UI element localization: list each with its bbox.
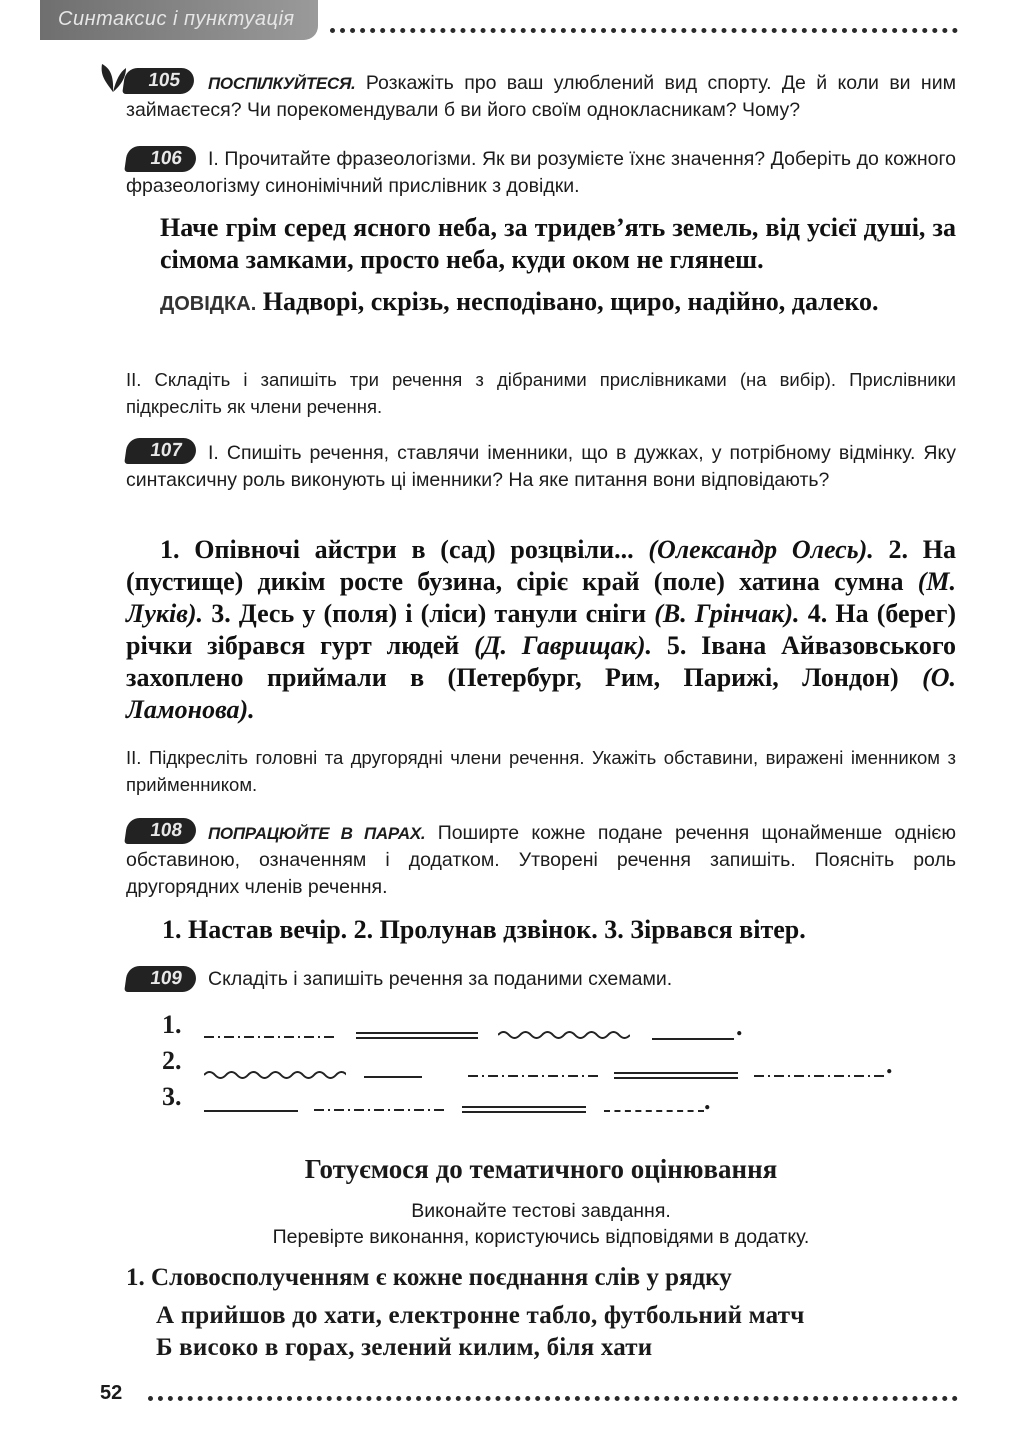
task-text: ІІ. Складіть і запишіть три речення з дібраними прислівниками (на вибір). Прислівники підкресліть як члени речення. xyxy=(126,369,956,417)
scheme-line-double xyxy=(462,1106,586,1113)
task-105 xyxy=(126,70,956,124)
task-keyword: ПОПРАЦЮЙТЕ В ПАРАХ. xyxy=(208,824,426,843)
task-number: 107 xyxy=(148,440,184,461)
sentence: 1. Настав вечір. 2. Пролунав дзвінок. 3. Зірвався вітер. xyxy=(162,915,806,944)
scheme-end-mark: . xyxy=(704,1086,711,1115)
footer-dotted-rule xyxy=(148,1396,958,1401)
dovidka-block xyxy=(160,286,956,320)
task-107-part1 xyxy=(126,440,956,494)
scheme-line-solid xyxy=(652,1038,734,1040)
scheme-number: 1. xyxy=(162,1010,182,1039)
page-number: 52 xyxy=(100,1382,123,1404)
phraseologisms-text xyxy=(160,212,956,276)
sentences-108 xyxy=(162,914,956,946)
scheme-line-dashdot xyxy=(754,1075,884,1077)
scheme-line-double xyxy=(614,1072,738,1079)
scheme-number: 3. xyxy=(162,1082,182,1111)
test-instruction-2: Перевірте виконання, користуючись відповідями в додатку. xyxy=(272,1226,810,1248)
author: (Д. Гаврищак). xyxy=(474,631,652,660)
dovidka-text: Надворі, скрізь, несподівано, щиро, надійно, далеко. xyxy=(262,287,879,316)
scheme-line-dashdot xyxy=(314,1109,446,1111)
sentence: 2. На (пустище) дикім росте бузина, сіріє край (поле) хатина сумна xyxy=(126,535,956,596)
task-text: І. Спишіть речення, ставлячи іменники, що в дужках, у потрібному відмінку. Яку синтаксичну роль виконують ці іменники? На яке питання вони відповідають? xyxy=(126,442,956,491)
task-number: 105 xyxy=(146,70,182,91)
test-section-title: Готуємося до тематичного оцінювання xyxy=(304,1154,778,1184)
sentence: 3. Десь у (поля) і (ліси) танули сніги xyxy=(211,599,647,628)
task-text: І. Прочитайте фразеологізми. Як ви розумієте їхнє значення? Доберіть до кожного фразеологізму синонімічний прислівник з довідки. xyxy=(126,148,956,197)
task-108 xyxy=(126,820,956,901)
task-text: ІІ. Підкресліть головні та другорядні члени речення. Укажіть обставини, виражені іменником з прийменником. xyxy=(126,747,956,795)
section-title: Синтаксис і пунктуація xyxy=(58,8,295,30)
test-option-a: А прийшов до хати, електронне табло, футбольний матч xyxy=(156,1302,805,1329)
author: (О. Ламонова). xyxy=(126,663,957,724)
task-number: 106 xyxy=(148,148,184,169)
author: (В. Грінчак). xyxy=(654,599,800,628)
task-106-part1 xyxy=(126,146,956,200)
task-107-part2 xyxy=(126,744,956,798)
sentences-107 xyxy=(126,534,956,726)
task-106-part2 xyxy=(126,366,956,420)
task-text: Складіть і запишіть речення за поданими схемами. xyxy=(208,968,673,990)
test-option-b: Б високо в горах, зелений килим, біля хати xyxy=(156,1334,653,1361)
task-number: 108 xyxy=(148,820,184,841)
scheme-line-double xyxy=(356,1032,478,1039)
author: (М. Луків). xyxy=(126,567,957,628)
phrases: Наче грім серед ясного неба, за тридев’ять земель, від усієї душі, за сімома замками, просто неба, куди оком не глянеш. xyxy=(160,213,956,274)
sentence: 1. Опівночі айстри в (сад) розцвіли... xyxy=(160,535,634,564)
author: (Олександр Олесь). xyxy=(648,535,874,564)
scheme-number: 2. xyxy=(162,1046,182,1075)
sentence: 4. На (берег) річки зібрався гурт людей xyxy=(126,599,957,660)
task-text: Поширте кожне подане речення щонайменше однією обставиною, означенням і додатком. Утворені речення запишіть. Поясніть роль другорядних членів речення. xyxy=(126,822,957,898)
scheme-line-dashed xyxy=(604,1110,704,1112)
section-header-tab xyxy=(40,0,318,40)
scheme-line-dashdot xyxy=(204,1036,334,1038)
task-number: 109 xyxy=(148,968,184,989)
test-question-1: 1. Словосполученням є кожне поєднання слів у рядку xyxy=(126,1264,732,1291)
dovidka-label: ДОВІДКА. xyxy=(160,293,257,315)
scheme-line-wavy xyxy=(498,1028,630,1040)
task-keyword: ПОСПІЛКУЙТЕСЯ. xyxy=(208,74,356,93)
scheme-line-solid xyxy=(204,1110,298,1112)
header-dotted-rule xyxy=(330,28,958,33)
scheme-line-solid xyxy=(364,1076,422,1078)
scheme-line-wavy xyxy=(204,1068,346,1080)
scheme-end-mark: . xyxy=(736,1012,743,1041)
sentence: 5. Івана Айвазовського захоплено приймали в (Петербург, Рим, Парижі, Лондон) xyxy=(126,631,957,692)
scheme-line-dashdot xyxy=(468,1075,598,1077)
task-109 xyxy=(126,966,956,993)
task-text: Розкажіть про ваш улюблений вид спорту. Де й коли ви ним займаєтеся? Чи порекомендували б ви його своїм однокласникам? Чому? xyxy=(126,72,956,121)
test-instruction-1: Виконайте тестові завдання. xyxy=(411,1200,671,1222)
scheme-end-mark: . xyxy=(886,1050,893,1079)
